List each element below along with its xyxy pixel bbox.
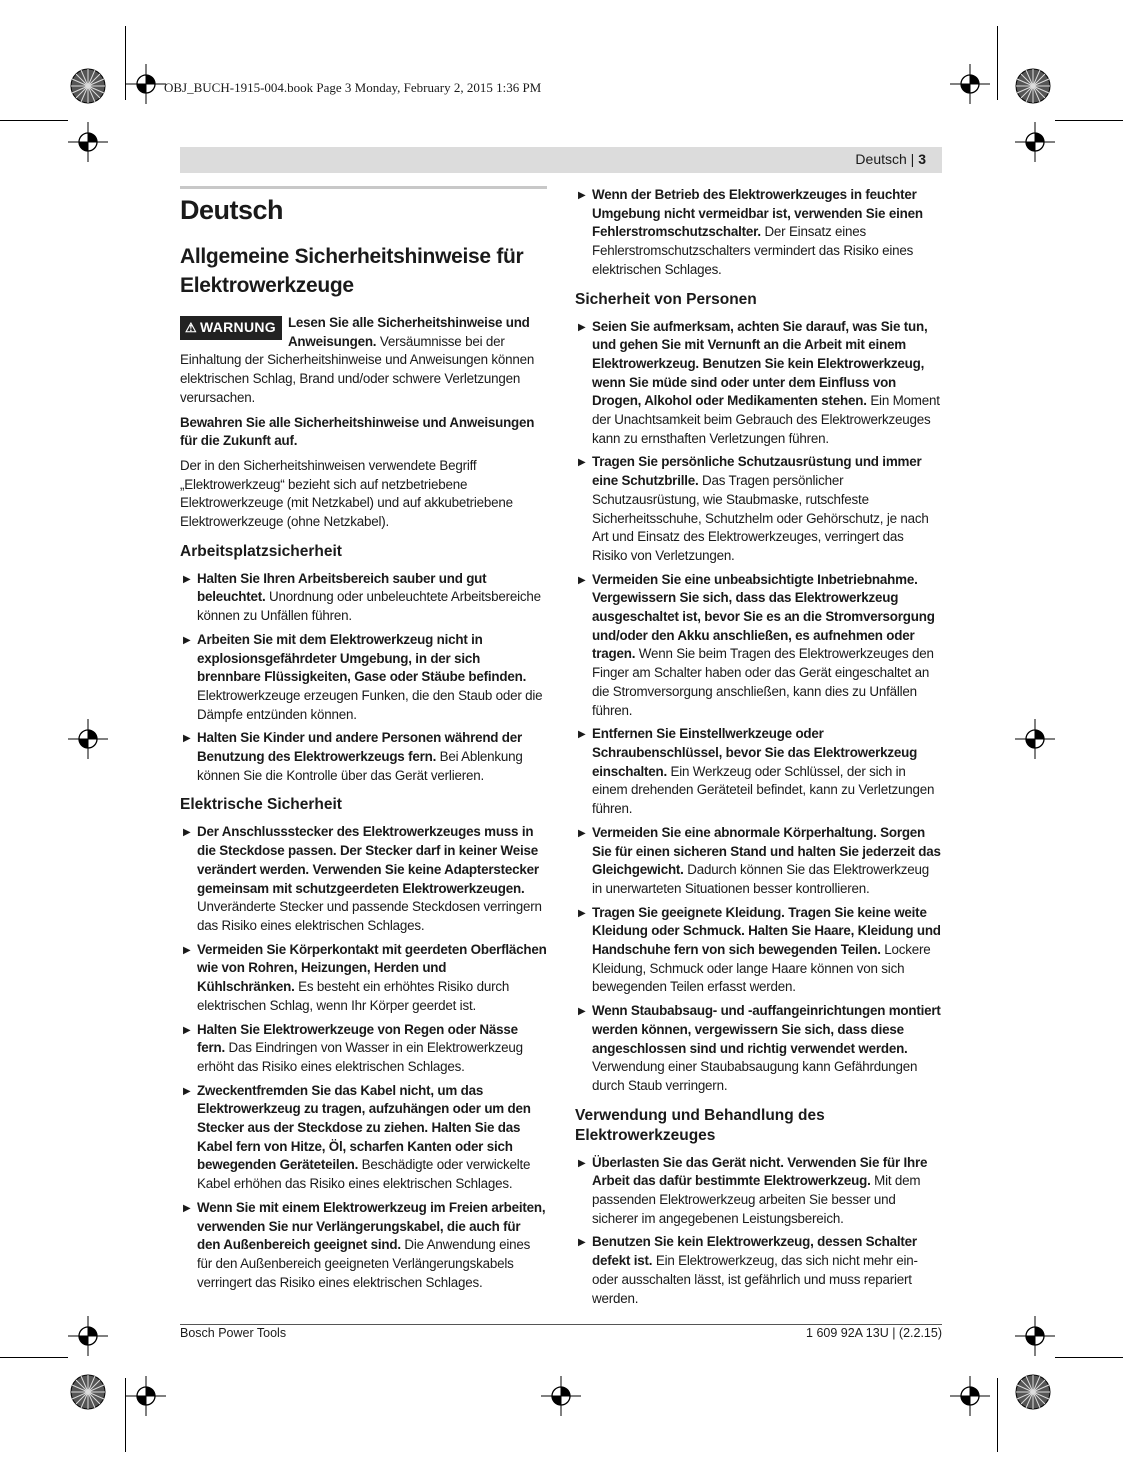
bullet-arrow-icon: ▶ — [183, 1202, 191, 1214]
crop-line — [1055, 120, 1123, 121]
list-item — [575, 571, 942, 721]
list-item — [575, 1233, 942, 1308]
item-bold-text: Arbeiten Sie mit dem Elektrowerkzeug nicht in explosionsgefährdeter Umgebung, in der sich brennbare Flüssigkeiten, Gase oder Stäube befinden. — [197, 631, 527, 685]
color-rosette-icon — [70, 1374, 106, 1410]
list-item — [180, 1199, 547, 1293]
list-item — [575, 453, 942, 565]
bullet-arrow-icon: ▶ — [183, 1085, 191, 1097]
item-bold-text: Wenn der Betrieb des Elektrowerkzeuges in feuchter Umgebung nicht vermeidbar ist, verwenden Sie einen Fehlerstromschutzschalter. — [592, 187, 923, 240]
item-bold-text: Vermeiden Sie Körperkontakt mit geerdeten Oberflächen wie von Rohren, Heizungen, Herden und Kühlschränken. — [197, 941, 547, 995]
registration-mark-icon — [68, 719, 108, 759]
crop-line — [0, 120, 68, 121]
item-bold-text: Halten Sie Elektrowerkzeuge von Regen oder Nässe fern. — [197, 1021, 518, 1056]
item-text: Die Anwendung eines für den Außenbereich geeigneten Verlängerungskabels verringert das Risiko eines elektrischen Schlages. — [197, 1237, 531, 1290]
registration-mark-icon — [68, 122, 108, 162]
warning-text: Versäumnisse bei der Einhaltung der Sicherheitshinweise und Anweisungen können elektrischen Schlag, Brand und/oder schwere Verletzungen verursachen. — [180, 333, 535, 405]
header-language: Deutsch — [855, 151, 907, 167]
bullet-arrow-icon: ▶ — [578, 729, 586, 741]
term-note: Der in den Sicherheitshinweisen verwendete Begriff „Elektrowerkzeug“ bezieht sich auf netzbetriebene Elektrowerkzeuge (mit Netzkabel) und auf akkubetriebene Elektrowerkzeuge (ohne Netzkabel). — [180, 457, 513, 530]
crop-line — [0, 1357, 68, 1358]
item-bold-text: Entfernen Sie Einstellwerkzeuge oder Schraubenschlüssel, bevor Sie das Elektrowerkzeug einschalten. — [592, 726, 918, 779]
section-title: Allgemeine Sicherheitshinweise für Elektrowerkzeuge — [180, 245, 524, 297]
item-text: Das Eindringen von Wasser in ein Elektrowerkzeug erhöht das Risiko eines elektrischen Schlages. — [197, 1040, 523, 1074]
list-item — [180, 1021, 547, 1077]
crop-line — [997, 26, 998, 100]
bullet-arrow-icon: ▶ — [578, 1006, 586, 1018]
item-text: Ein Moment der Unachtsamkeit beim Gebrauch des Elektrowerkzeuges kann zu ernsthaften Verletzungen führen. — [592, 393, 940, 446]
registration-mark-icon — [126, 1376, 166, 1416]
page-title: Deutsch — [180, 195, 284, 225]
section-heading: Verwendung und Behandlung des Elektrowerkzeuges — [575, 1106, 825, 1144]
keep-notice: Bewahren Sie alle Sicherheitshinweise und Anweisungen für die Zukunft auf. — [180, 414, 535, 449]
registration-mark-icon — [950, 64, 990, 104]
header-label: Deutsch | 3 — [855, 151, 926, 167]
section-heading: Sicherheit von Personen — [575, 290, 757, 308]
item-bold-text: Vermeiden Sie eine unbeabsichtigte Inbetriebnahme. Vergewissern Sie sich, dass das Elektrowerkzeug ausgeschaltet ist, bevor Sie es an die Stromversorgung und/oder den Akku anschließen, es aufnehmen oder tragen. — [592, 571, 935, 662]
item-text: Verwendung einer Staubabsaugung kann Gefährdungen durch Staub verringern. — [592, 1059, 918, 1093]
bullet-arrow-icon: ▶ — [578, 190, 586, 201]
item-bold-text: Seien Sie aufmerksam, achten Sie darauf, was Sie tun, und gehen Sie mit Vernunft an die Arbeit mit einem Elektrowerkzeug. Benutzen Sie kein Elektrowerkzeug, wenn Sie müde sind oder unter dem Einfluss von Drogen, Alkohol oder Medikamenten stehen. — [592, 318, 928, 409]
footer-docnumber: 1 609 92A 13U | (2.2.15) — [806, 1326, 942, 1340]
item-bold-text: Vermeiden Sie eine abnormale Körperhaltung. Sorgen Sie für einen sicheren Stand und halten Sie jederzeit das Gleichgewicht. — [592, 824, 941, 878]
item-text: Unveränderte Stecker und passende Steckdosen verringern das Risiko eines elektrischen Schlages. — [197, 899, 542, 933]
warning-badge — [180, 316, 282, 340]
item-bold-text: Halten Sie Ihren Arbeitsbereich sauber und gut beleuchtet. — [197, 570, 487, 605]
list-item — [575, 725, 942, 819]
bullet-arrow-icon: ▶ — [183, 573, 191, 585]
left-column — [180, 186, 547, 1297]
item-text: Ein Elektrowerkzeug, das sich nicht mehr ein- oder ausschalten lässt, ist gefährlich und muss repariert werden. — [592, 1253, 918, 1306]
bullet-arrow-icon: ▶ — [578, 1157, 586, 1169]
warning-badge-label: WARNUNG — [199, 319, 276, 335]
crop-line — [997, 1378, 998, 1452]
list-item — [180, 1082, 547, 1194]
bullet-arrow-icon: ▶ — [578, 907, 586, 919]
item-text: Mit dem passenden Elektrowerkzeug arbeiten Sie besser und sicherer im angegebenen Leistungsbereich. — [592, 1173, 921, 1226]
crop-line — [1055, 1357, 1123, 1358]
item-bold-text: Wenn Staubabsaug- und -auffangeinrichtungen montiert werden können, vergewissern Sie sich, dass diese angeschlossen sind und richtig verwendet werden. — [592, 1003, 941, 1056]
warning-paragraph — [180, 314, 547, 408]
item-text: Es besteht ein erhöhtes Risiko durch elektrischen Schlag, wenn Ihr Körper geerdet ist. — [197, 979, 510, 1013]
bullet-arrow-icon: ▶ — [183, 733, 191, 745]
print-info: OBJ_BUCH-1915-004.book Page 3 Monday, February 2, 2015 1:36 PM — [164, 80, 542, 95]
list-item — [575, 186, 942, 280]
item-text: Lockere Kleidung, Schmuck oder lange Haare können von sich bewegenden Teilen erfasst werden. — [592, 942, 931, 995]
section-heading: Arbeitsplatzsicherheit — [180, 542, 342, 560]
list-item — [575, 904, 942, 998]
list-item — [180, 823, 547, 935]
registration-mark-icon — [126, 64, 166, 104]
list-item — [180, 729, 547, 785]
bullet-list — [575, 318, 942, 1096]
color-rosette-icon — [1015, 1374, 1051, 1410]
item-bold-text: Der Anschlussstecker des Elektrowerkzeuges muss in die Steckdose passen. Der Stecker darf in keiner Weise verändert werden. Verwenden Sie keine Adapterstecker gemeinsam mit schutzgeerdeten Elektrowerkzeugen. — [197, 824, 539, 896]
bullet-arrow-icon: ▶ — [578, 457, 586, 469]
item-bold-text: Halten Sie Kinder und andere Personen während der Benutzung des Elektrowerkzeugs fern. — [197, 730, 523, 765]
warning-bold: Lesen Sie alle Sicherheitshinweise und Anweisungen. — [287, 315, 530, 349]
registration-mark-icon — [950, 1376, 990, 1416]
right-sections — [575, 290, 942, 1309]
bullet-arrow-icon: ▶ — [578, 321, 586, 333]
color-rosette-icon — [70, 68, 106, 104]
registration-mark-icon — [541, 1376, 581, 1416]
bullet-arrow-icon: ▶ — [183, 944, 191, 956]
left-sections — [180, 542, 547, 1293]
item-text: Elektrowerkzeuge erzeugen Funken, die den Staub oder die Dämpfe entzünden können. — [197, 687, 543, 722]
bullet-arrow-icon: ▶ — [183, 1024, 191, 1036]
item-text: Dadurch können Sie das Elektrowerkzeug in unerwarteten Situationen besser kontrollieren. — [592, 862, 929, 896]
list-item — [180, 570, 547, 626]
bullet-arrow-icon: ▶ — [183, 634, 191, 646]
item-text: Beschädigte oder verwickelte Kabel erhöhen das Risiko eines elektrischen Schlages. — [197, 1157, 531, 1192]
registration-mark-icon — [68, 1316, 108, 1356]
bullet-list — [180, 570, 547, 786]
section-heading: Elektrische Sicherheit — [180, 796, 342, 814]
item-text: Ein Werkzeug oder Schlüssel, der sich in einem drehenden Geräteteil befindet, kann zu Verletzungen führen. — [592, 763, 935, 817]
color-rosette-icon — [1015, 68, 1051, 104]
title-rule — [180, 186, 547, 189]
item-bold-text: Benutzen Sie kein Elektrowerkzeug, dessen Schalter defekt ist. — [592, 1234, 917, 1269]
registration-mark-icon — [1015, 1316, 1055, 1356]
registration-mark-icon — [1015, 719, 1055, 759]
list-item — [575, 824, 942, 899]
footer-brand: Bosch Power Tools — [180, 1326, 287, 1340]
item-text: Wenn Sie beim Tragen des Elektrowerkzeuges den Finger am Schalter haben oder das Gerät eingeschaltet an die Stromversorgung anschließen, kann dies zu Unfällen führen. — [592, 646, 934, 718]
item-text: Das Tragen persönlicher Schutzausrüstung, wie Staubmaske, rutschfeste Sicherheitsschuhe, Schutzhelm oder Gehörschutz, je nach Art und Einsatz des Elektrowerkzeuges, verringert das Risiko von Verletzungen. — [592, 473, 929, 563]
right-column — [575, 186, 942, 1313]
item-text: Bei Ablenkung können Sie die Kontrolle über das Gerät verlieren. — [197, 749, 523, 783]
right-intro-list — [575, 186, 942, 280]
bullet-arrow-icon: ▶ — [183, 827, 191, 839]
list-item — [575, 1002, 942, 1096]
item-text: Unordnung oder unbeleuchtete Arbeitsbereiche können zu Unfällen führen. — [197, 589, 541, 624]
page-header — [180, 147, 942, 173]
list-item — [575, 1154, 942, 1229]
list-item — [180, 631, 547, 725]
page-number: 3 — [918, 151, 926, 167]
warning-triangle-icon: ⚠ — [185, 320, 197, 335]
footer-rule — [180, 1324, 942, 1325]
list-item — [180, 941, 547, 1016]
item-bold-text: Zweckentfremden Sie das Kabel nicht, um das Elektrowerkzeug zu tragen, aufzuhängen oder um den Stecker aus der Steckdose zu ziehen. Halten Sie das Kabel fern von Hitze, Öl, scharfen Kanten oder sich bewegenden Geräteteilen. — [197, 1082, 531, 1173]
item-bold-text: Überlasten Sie das Gerät nicht. Verwenden Sie für Ihre Arbeit das dafür bestimmte Elektrowerkzeug. — [592, 1154, 928, 1189]
item-bold-text: Tragen Sie persönliche Schutzausrüstung und immer eine Schutzbrille. — [592, 454, 922, 489]
registration-mark-icon — [1015, 122, 1055, 162]
item-bold-text: Tragen Sie geeignete Kleidung. Tragen Sie keine weite Kleidung oder Schmuck. Halten Sie Haare, Kleidung und Handschuhe fern von sich bewegenden Teilen. — [592, 904, 941, 958]
bullet-arrow-icon: ▶ — [578, 827, 586, 839]
bullet-arrow-icon: ▶ — [578, 1237, 586, 1249]
bullet-arrow-icon: ▶ — [578, 574, 586, 586]
list-item — [575, 318, 942, 449]
item-text: Der Einsatz eines Fehlerstromschutzschalters vermindert das Risiko eines elektrischen Schlages. — [592, 224, 914, 277]
bullet-list — [575, 1154, 942, 1309]
item-bold-text: Wenn Sie mit einem Elektrowerkzeug im Freien arbeiten, verwenden Sie nur Verlängerungskabel, die auch für den Außenbereich geeignet sind. — [197, 1199, 546, 1253]
bullet-list — [180, 823, 547, 1292]
